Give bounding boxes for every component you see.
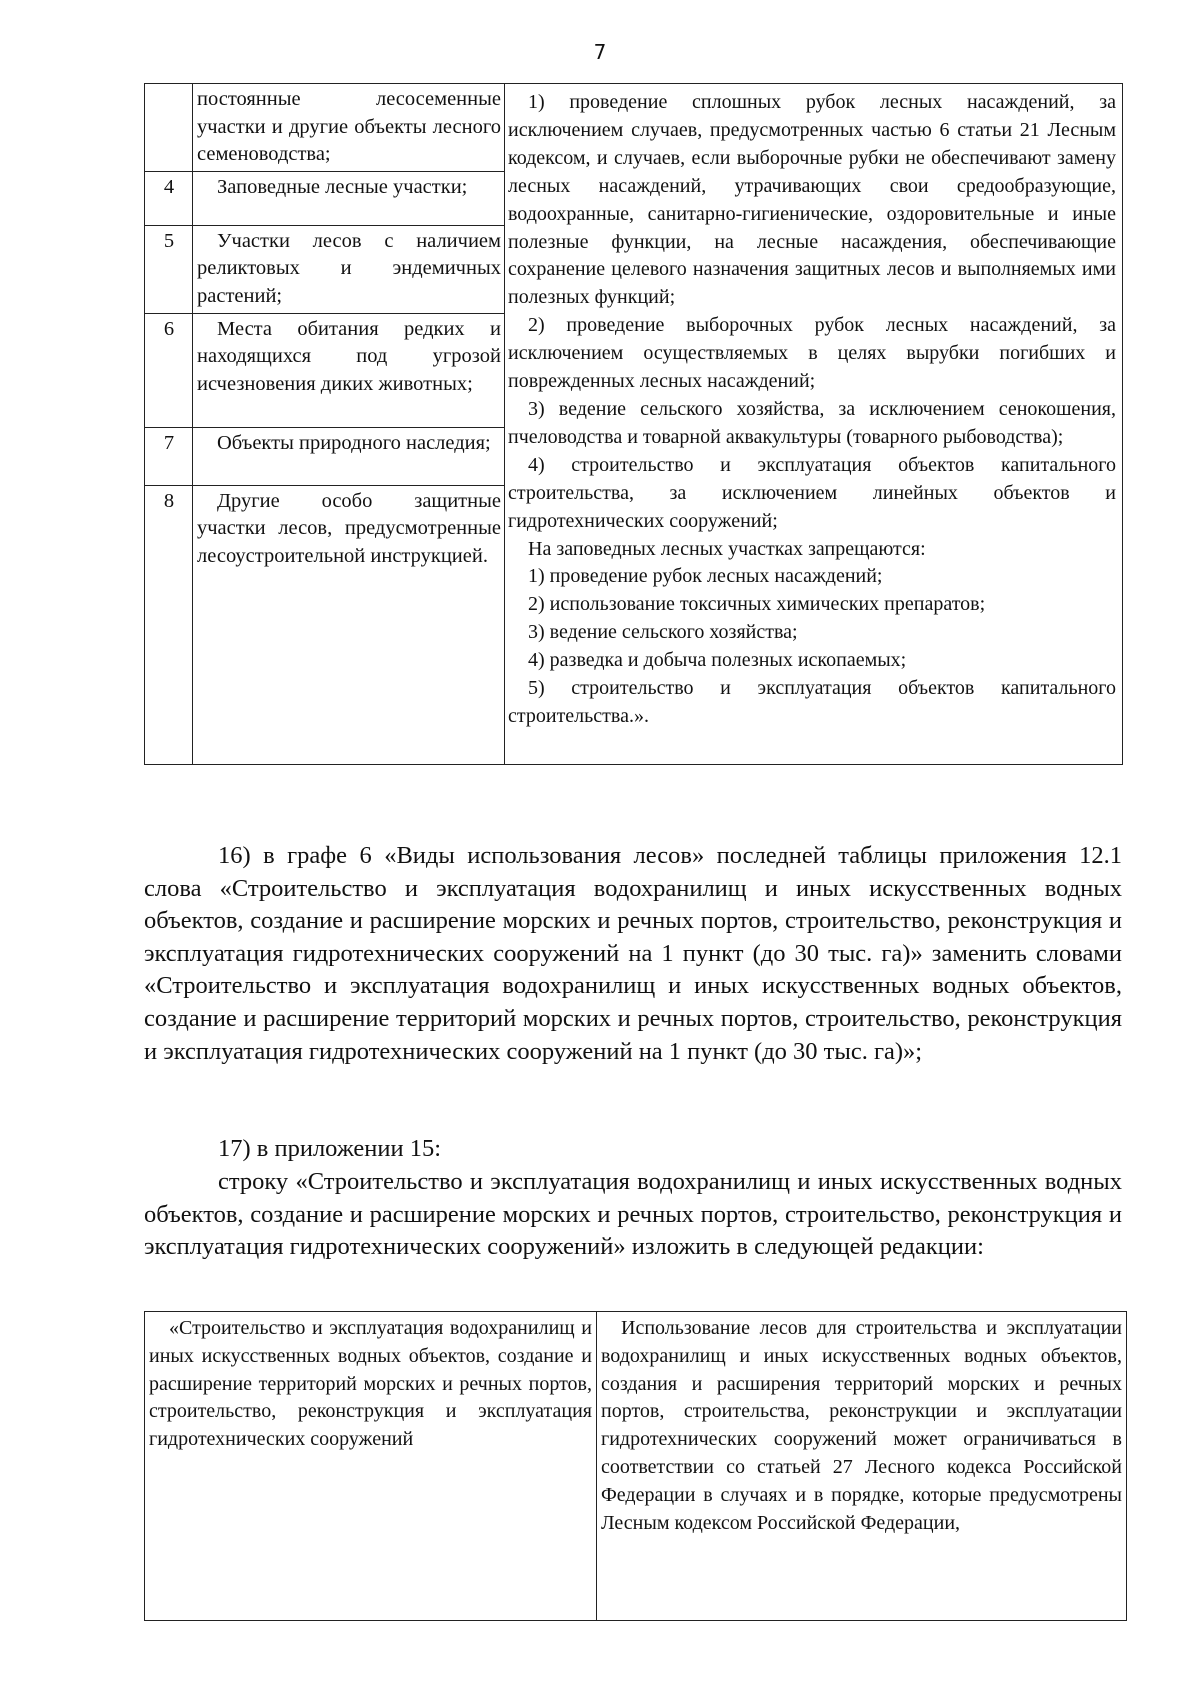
usage-description-cell: Использование лесов для строительства и эксплуатации водохранилищ и иных искусственных водных объектов, создания и расширения территорий морских и речных портов, строительства, реконструкции и эксплуатации гидротехнических сооружений может ограничиваться в соответствии со статьей 27 Лесного кодекса Российской Федерации в случаях и в порядке, которые предусмотрены Лесным кодексом Российской Федерации, — [597, 1312, 1127, 1621]
restrictions-table — [144, 83, 1123, 765]
protected-area-name: Другие особо защитные участки лесов, предусмотренные лесоустроительной инструкцией. — [193, 485, 505, 764]
amendment-paragraph-17-text: строку «Строительство и эксплуатация водохранилищ и иных искусственных водных объектов, создание и расширение морских и речных портов, строительство, реконструкция и эксплуатация гидротехнических сооружений» изложить в следующей редакции: — [144, 1168, 1122, 1261]
page-number: 7 — [593, 40, 607, 64]
restriction-item: 2) проведение выборочных рубок лесных насаждений, за исключением осуществляемых в целях вырубки погибших и поврежденных лесных насаждений; — [508, 314, 1116, 393]
row-number: 8 — [145, 485, 193, 764]
protected-area-name: Участки лесов с наличием реликтовых и эндемичных растений; — [193, 225, 505, 313]
restrictions-cell — [505, 84, 1123, 765]
amendment-paragraph-17: 17) в приложении 15: — [218, 1135, 442, 1162]
restriction-heading: На заповедных лесных участках запрещаются: — [528, 537, 926, 560]
amendment-paragraph-16: 16) в графе 6 «Виды использования лесов» последней таблицы приложения 12.1 слова «Строительство и эксплуатация водохранилищ и иных искусственных водных объектов, создание и расширение морских и речных портов, строительство, реконструкция и эксплуатация гидротехнических сооружений на 1 пункт (до 30 тыс. га)» заменить словами «Строительство и эксплуатация водохранилищ и иных искусственных водных объектов, создание и расширение территорий морских и речных портов, строительство, реконструкция и эксплуатация гидротехнических сооружений на 1 пункт (до 30 тыс. га)»; — [144, 842, 1122, 1065]
protected-area-name: Места обитания редких и находящихся под угрозой исчезновения диких животных; — [193, 313, 505, 427]
protected-area-name: Объекты природного наследия; — [193, 427, 505, 485]
protected-area-name: постоянные лесосеменные участки и другие объекты лесного семеноводства; — [193, 84, 505, 172]
restriction-item: 1) проведение рубок лесных насаждений; — [528, 565, 883, 588]
restriction-item: 4) разведка и добыча полезных ископаемых; — [528, 649, 907, 672]
row-number — [145, 84, 193, 172]
row-number: 4 — [145, 171, 193, 225]
restriction-item: 3) ведение сельского хозяйства, за исключением сенокошения, пчеловодства и товарной аквакультуры (товарного рыбоводства); — [508, 397, 1116, 448]
restriction-item: 5) строительство и эксплуатация объектов капитального строительства.». — [508, 677, 1116, 727]
restriction-item: 2) использование токсичных химических препаратов; — [528, 593, 986, 616]
row-number: 5 — [145, 225, 193, 313]
usage-type-cell: «Строительство и эксплуатация водохранилищ и иных искусственных водных объектов, создание и расширение территорий морских и речных портов, строительство, реконструкция и эксплуатация гидротехнических сооружений — [145, 1312, 597, 1621]
table-row — [145, 84, 1123, 172]
replacement-table — [144, 1311, 1127, 1621]
restriction-item: 4) строительство и эксплуатация объектов капитального строительства, за исключением линейных объектов и гидротехнических сооружений; — [508, 453, 1116, 532]
table-row — [145, 1312, 1127, 1621]
restriction-item: 1) проведение сплошных рубок лесных насаждений, за исключением случаев, предусмотренных частью 6 статьи 21 Лесным кодексом, и случаев, если выборочные рубки не обеспечивают замену лесных насаждений, утрачивающих свои средообразующие, водоохранные, санитарно-гигиенические, оздоровительные и иные полезные функции, на лесные насаждения, обеспечивающие сохранение целевого назначения защитных лесов и выполняемых ими полезных функций; — [508, 91, 1116, 309]
restriction-item: 3) ведение сельского хозяйства; — [528, 621, 798, 644]
protected-area-name: Заповедные лесные участки; — [193, 171, 505, 225]
row-number: 7 — [145, 427, 193, 485]
row-number: 6 — [145, 313, 193, 427]
